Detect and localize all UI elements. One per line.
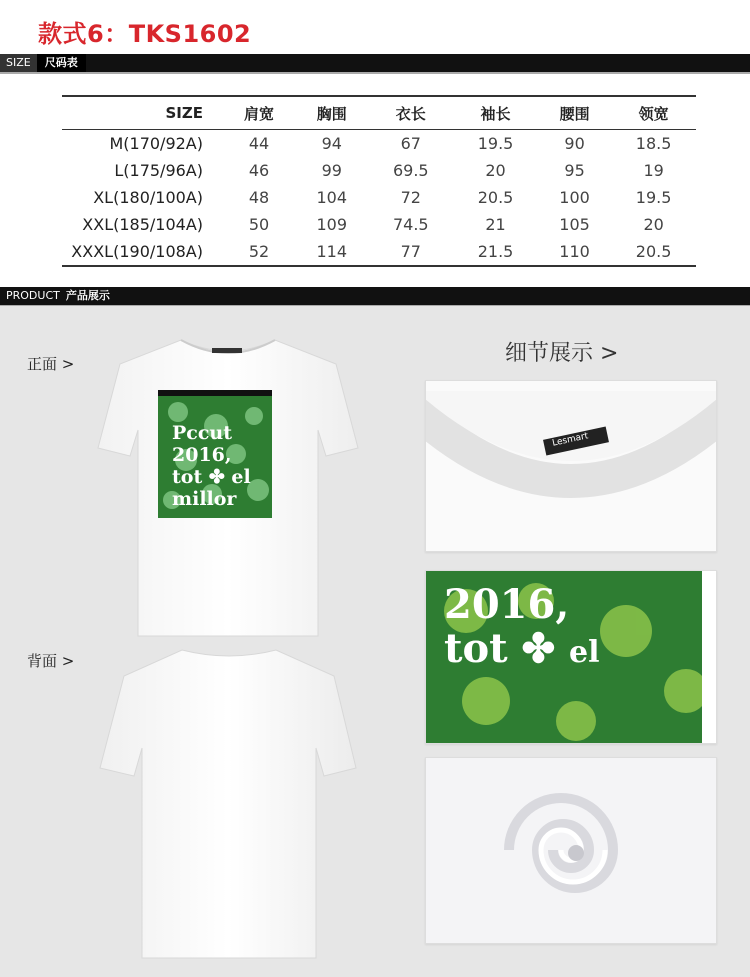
product-bar-cn: 产品展示 <box>66 287 118 305</box>
table-cell: L(175/96A) <box>114 161 203 180</box>
page-title: 款式6：TKS1602 <box>38 20 252 48</box>
table-row <box>62 238 696 265</box>
header-cell: SIZE <box>62 97 223 130</box>
size-bar-en: SIZE <box>0 54 37 72</box>
clover-icon: ✤ <box>521 625 556 672</box>
back-label: 背面 > <box>27 652 75 670</box>
table-cell: M(170/92A) <box>109 134 203 153</box>
table-row <box>62 157 696 184</box>
print-line: tot ✤ el <box>172 466 251 488</box>
table-cell: 99 <box>321 161 342 180</box>
front-print-text <box>172 422 276 510</box>
table-cell: 19 <box>643 161 664 180</box>
detail-title: 细节展示 > <box>505 341 619 366</box>
table-cell: 74.5 <box>392 215 429 234</box>
header-cell: 胸围 <box>295 97 368 130</box>
size-table-header <box>62 97 696 130</box>
table-row <box>62 184 696 211</box>
table-cell: 69.5 <box>392 161 429 180</box>
table-cell: 50 <box>248 215 270 234</box>
table-cell: 21.5 <box>477 242 514 261</box>
table-row <box>62 130 696 158</box>
brand-tag-text: Lesmart <box>551 431 590 449</box>
table-cell: 77 <box>400 242 421 261</box>
detail-print-text <box>444 583 600 675</box>
print-line: Pccut <box>172 422 233 444</box>
print-line: tot ✤ el <box>444 625 600 672</box>
detail-fabric-image <box>425 757 717 944</box>
size-table <box>62 95 696 267</box>
front-label: 正面 > <box>27 355 75 373</box>
detail-print-image <box>425 570 717 744</box>
table-cell: 105 <box>559 215 590 234</box>
detail-collar-image <box>425 380 717 552</box>
table-cell: 20 <box>485 161 506 180</box>
table-cell: 19.5 <box>477 134 514 153</box>
header-cell: 衣长 <box>368 97 453 130</box>
table-cell: 19.5 <box>635 188 672 207</box>
table-cell: XXL(185/104A) <box>82 215 203 234</box>
table-cell: 46 <box>248 161 270 180</box>
header-cell: 领宽 <box>611 97 696 130</box>
table-cell: 72 <box>400 188 421 207</box>
table-cell: 48 <box>248 188 270 207</box>
table-cell: 20.5 <box>477 188 514 207</box>
print-line: millor <box>172 488 237 510</box>
print-line: 2016, <box>444 581 570 628</box>
table-cell: 104 <box>316 188 348 207</box>
table-cell: 110 <box>559 242 590 261</box>
table-cell: 20 <box>643 215 664 234</box>
table-cell: XL(180/100A) <box>93 188 203 207</box>
size-bar-cn: 尺码表 <box>37 54 86 72</box>
table-cell: 114 <box>316 242 348 261</box>
table-cell: 44 <box>248 134 270 153</box>
table-cell: 90 <box>564 134 585 153</box>
table-cell: 94 <box>321 134 342 153</box>
table-cell: 95 <box>564 161 585 180</box>
product-bar-en: PRODUCT <box>0 287 66 305</box>
table-cell: 100 <box>559 188 590 207</box>
print-line: 2016, <box>172 444 232 466</box>
table-cell: 21 <box>485 215 506 234</box>
back-tshirt-image <box>94 640 364 962</box>
table-cell: 18.5 <box>635 134 672 153</box>
product-section-bar <box>0 287 750 307</box>
table-cell: 52 <box>248 242 270 261</box>
table-cell: 20.5 <box>635 242 672 261</box>
header-cell: 袖长 <box>453 97 538 130</box>
table-cell: 109 <box>316 215 348 234</box>
table-row <box>62 211 696 238</box>
header-cell: 肩宽 <box>223 97 295 130</box>
table-cell: 67 <box>400 134 421 153</box>
clover-icon: ✤ <box>208 466 225 488</box>
header-cell: 腰围 <box>538 97 611 130</box>
size-section-bar <box>0 54 750 74</box>
table-cell: XXXL(190/108A) <box>71 242 203 261</box>
